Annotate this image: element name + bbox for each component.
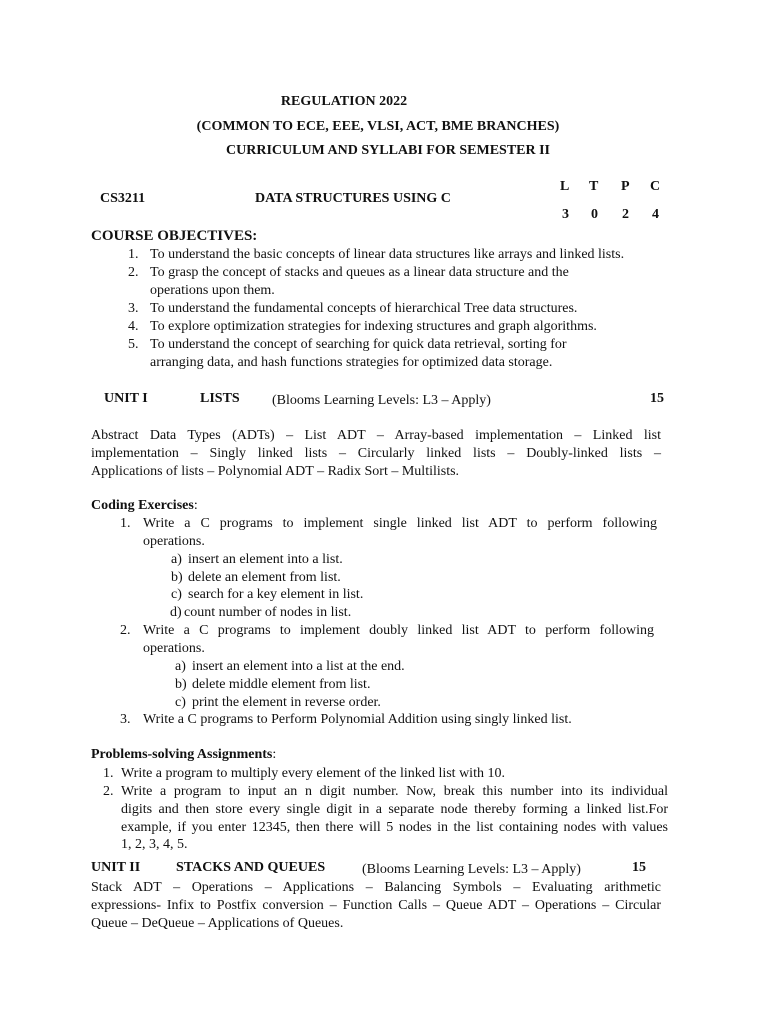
ltpc-value-c: 4 [652,207,659,222]
objective-number: 5. [128,337,139,352]
problem-text: Write a program to input an n digit number. Now, break this number into its individual [121,784,668,799]
objective-text: To understand the concept of searching for quick data retrieval, sorting for [150,337,567,352]
sub-item-text: search for a key element in list. [188,587,364,602]
sub-item-marker: a) [175,659,186,674]
sub-item-marker: b) [171,570,183,585]
ltpc-label-l: L [560,179,570,194]
coding-exercises-heading [91,497,198,515]
objectives-heading: COURSE OBJECTIVES: [91,228,258,244]
exercise-text: operations. [143,641,205,656]
coding-exercises-title: Coding Exercises [91,498,194,513]
ltpc-label-p: P [621,179,630,194]
objective-number: 2. [128,265,139,280]
sub-item-text: insert an element into a list. [188,552,343,567]
exercise-text: Write a C programs to implement doubly linked list ADT to perform following [143,623,654,638]
problems-title: Problems-solving Assignments [91,747,273,762]
objective-text: To understand the basic concepts of linear data structures like arrays and linked lists. [150,247,625,262]
sub-item-marker: c) [171,587,182,602]
objective-text: arranging data, and hash functions strategies for optimized data storage. [150,355,553,370]
problems-heading [91,746,276,764]
exercise-number: 3. [120,712,131,727]
course-code: CS3211 [100,191,146,206]
exercise-text: operations. [143,534,205,549]
sub-item-marker: c) [175,695,186,710]
unit1-content-line: Applications of lists – Polynomial ADT – Radix Sort – Multilists. [91,464,460,479]
unit2-hours: 15 [632,860,646,875]
exercise-text: Write a C programs to Perform Polynomial Addition using singly linked list. [143,712,572,727]
curriculum-title: CURRICULUM AND SYLLABI FOR SEMESTER II [226,143,550,158]
problem-text: 1, 2, 3, 4, 5. [121,837,188,852]
unit1-name: LISTS [200,391,240,406]
ltpc-value-l: 3 [562,207,569,222]
problem-number: 2. [103,784,114,799]
objective-number: 1. [128,247,139,262]
objective-text: operations upon them. [150,283,275,298]
problem-text: digits and then store every single digit in a separate node thereby forming a linked list.For [121,802,668,817]
unit1-blooms: (Blooms Learning Levels: L3 – Apply) [272,393,491,408]
unit2-content-line: Queue – DeQueue – Applications of Queues. [91,916,344,931]
course-title: DATA STRUCTURES USING C [255,191,451,206]
sub-item-text: print the element in reverse order. [192,695,381,710]
sub-item-text: delete an element from list. [188,570,341,585]
unit2-label: UNIT II [91,860,141,875]
objective-text: To explore optimization strategies for indexing structures and graph algorithms. [150,319,597,334]
problems-colon: : [272,747,277,762]
ltpc-label-t: T [589,179,599,194]
exercise-number: 2. [120,623,131,638]
problem-number: 1. [103,766,114,781]
sub-item-marker: b) [175,677,187,692]
sub-item-text: insert an element into a list at the end. [192,659,405,674]
sub-item-marker: d) [170,605,182,620]
unit1-hours: 15 [650,391,664,406]
objective-number: 4. [128,319,139,334]
exercise-number: 1. [120,516,131,531]
branches-subtitle: (COMMON TO ECE, EEE, VLSI, ACT, BME BRANCHES) [196,119,560,134]
unit2-content-line: Stack ADT – Operations – Applications – Balancing Symbols – Evaluating arithmetic [91,880,661,895]
sub-item-text: count number of nodes in list. [184,605,352,620]
ltpc-value-p: 2 [622,207,629,222]
problem-text: example, if you enter 12345, then there will 5 nodes in the list containing nodes with values [121,820,668,835]
coding-exercises-colon: : [193,498,198,513]
problem-text: Write a program to multiply every element of the linked list with 10. [121,766,505,781]
regulation-title: REGULATION 2022 [280,94,408,109]
unit1-content-line: Abstract Data Types (ADTs) – List ADT – Array-based implementation – Linked list [91,428,661,443]
sub-item-marker: a) [171,552,182,567]
objective-number: 3. [128,301,139,316]
unit1-content-line: implementation – Singly linked lists – Circularly linked lists – Doubly-linked lists – [91,446,661,461]
unit2-blooms: (Blooms Learning Levels: L3 – Apply) [362,862,581,877]
ltpc-value-t: 0 [591,207,598,222]
objective-text: To understand the fundamental concepts of hierarchical Tree data structures. [150,301,578,316]
sub-item-text: delete middle element from list. [192,677,371,692]
unit2-content-line: expressions- Infix to Postfix conversion – Function Calls – Queue ADT – Operations – Circular [91,898,661,913]
unit1-label: UNIT I [104,391,148,406]
exercise-text: Write a C programs to implement single linked list ADT to perform following [143,516,657,531]
objective-text: To grasp the concept of stacks and queues as a linear data structure and the [150,265,569,280]
ltpc-label-c: C [650,179,661,194]
unit2-name: STACKS AND QUEUES [176,860,326,875]
